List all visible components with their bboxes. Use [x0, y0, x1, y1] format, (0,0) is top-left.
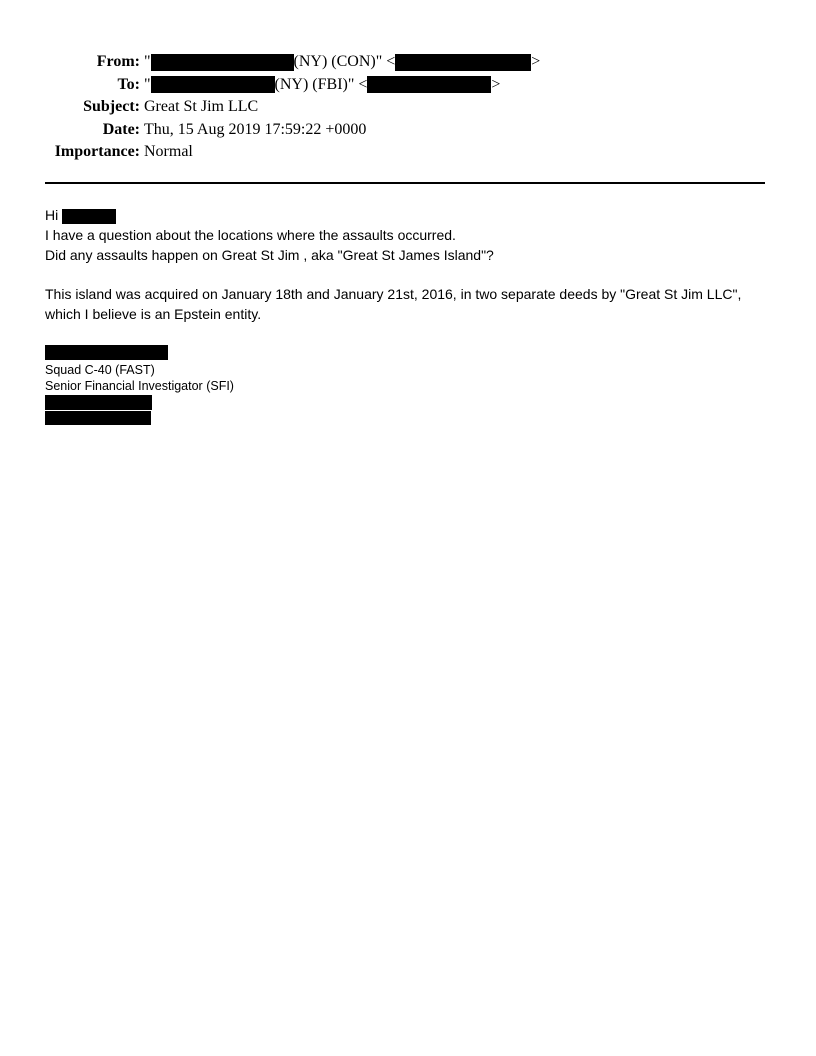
from-label: From: [96, 53, 140, 70]
from-bracket: > [531, 53, 541, 70]
importance-row [0, 141, 816, 164]
importance-value: Normal [144, 143, 193, 160]
redaction-block [151, 76, 275, 93]
subject-value: Great St Jim LLC [144, 98, 259, 115]
signature-squad: Squad C-40 (FAST) [45, 363, 155, 377]
to-label: To: [117, 75, 140, 93]
header-divider [45, 182, 765, 184]
body-line: This island was acquired on January 18th and January 21st, 2016, in two separate deeds by "Great St Jim LLC", [45, 286, 742, 302]
to-bracket: > [491, 75, 501, 93]
to-row [0, 74, 816, 97]
body-line: Did any assaults happen on Great St Jim , aka "Great St James Island"? [45, 247, 494, 263]
to-quote: " [144, 75, 151, 93]
from-value [144, 51, 540, 74]
redaction-block [45, 411, 151, 425]
from-row [0, 51, 816, 74]
redaction-block [45, 395, 152, 410]
importance-label: Importance: [54, 143, 140, 160]
greeting-text: Hi [45, 207, 59, 223]
from-quote: " [144, 53, 151, 70]
email-body [45, 205, 775, 324]
redaction-block [367, 76, 491, 93]
redaction-block [395, 54, 531, 71]
redaction-block [62, 209, 116, 224]
from-org: (NY) (CON)" < [293, 53, 396, 70]
to-value [144, 74, 500, 97]
body-line: I have a question about the locations where the assaults occurred. [45, 227, 456, 243]
greeting-line [45, 205, 775, 225]
date-row [0, 119, 816, 142]
signature-title: Senior Financial Investigator (SFI) [45, 379, 234, 393]
body-line: which I believe is an Epstein entity. [45, 306, 262, 322]
signature-block [45, 345, 234, 425]
subject-label: Subject: [83, 98, 140, 115]
redaction-block [45, 345, 168, 360]
redaction-block [151, 54, 294, 71]
to-org: (NY) (FBI)" < [274, 75, 368, 93]
subject-row [0, 96, 816, 119]
date-label: Date: [102, 120, 140, 138]
date-value: Thu, 15 Aug 2019 17:59:22 +0000 [144, 120, 367, 138]
email-header [0, 51, 816, 164]
